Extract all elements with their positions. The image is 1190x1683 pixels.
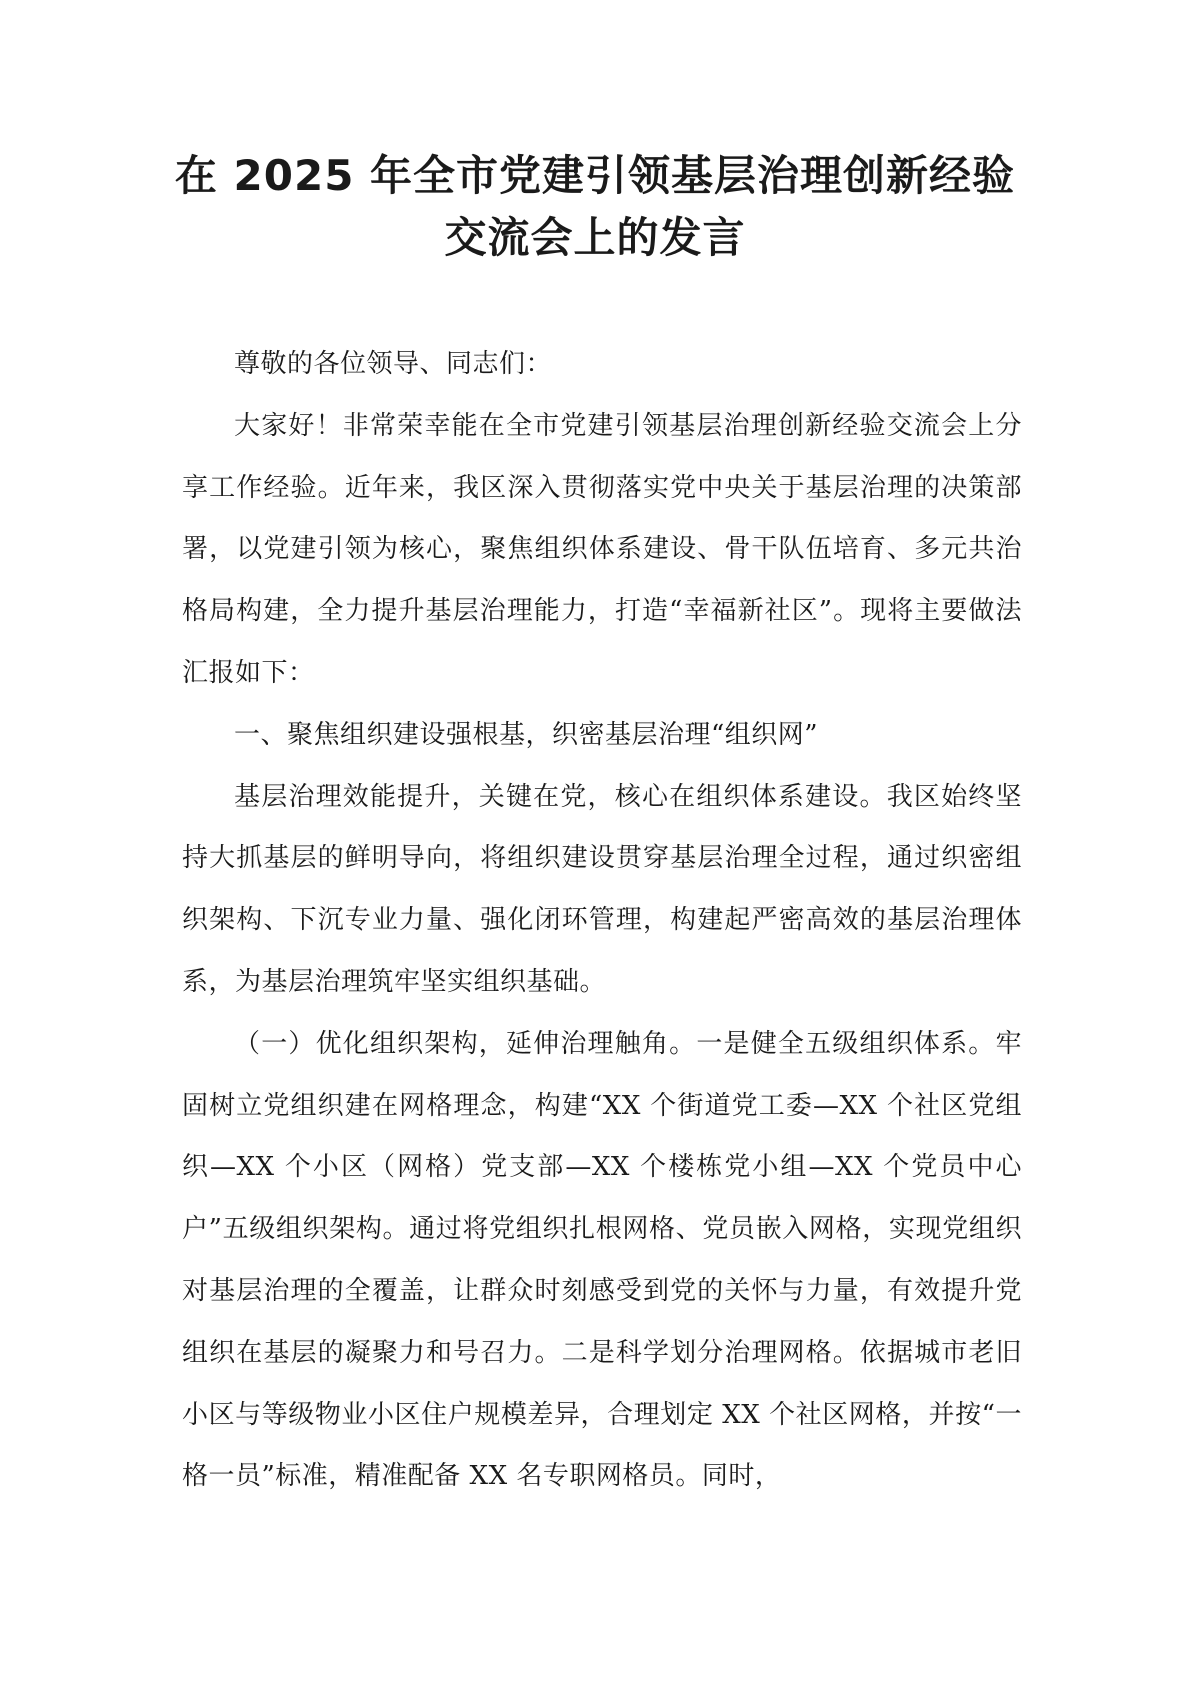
paragraph-section-intro: 基层治理效能提升，关键在党，核心在组织体系建设。我区始终坚持大抓基层的鲜明导向，将组织建设贯穿基层治理全过程，通过织密组织架构、下沉专业力量、强化闭环管理，构建起严密高效的基层治理体系，为基层治理筑牢坚实组织基础。 bbox=[182, 781, 1022, 997]
document-body bbox=[182, 334, 1022, 1508]
document-title-line-2: 交流会上的发言 bbox=[444, 213, 746, 262]
paragraph-subsection-1: （一）优化组织架构，延伸治理触角。一是健全五级组织体系。牢固树立党组织建在网格理念，构建“XX 个街道党工委—XX 个社区党组织—XX 个小区（网格）党支部—XX 个楼栋党小组—XX 个党员中心户”五级组织架构。通过将党组织扎根网格、党员嵌入网格，实现党组织对基层治理的全覆盖，让群众时刻感受到党的关怀与力量，有效提升党组织在基层的凝聚力和号召力。二是科学划分治理网格。依据城市老旧小区与等级物业小区住户规模差异，合理划定 XX 个社区网格，并按“一格一员”标准，精准配备 XX 名专职网格员。同时， bbox=[182, 1028, 1022, 1492]
document-title-line-1: 在 2025 年全市党建引领基层治理创新经验 bbox=[174, 151, 1016, 200]
salutation: 尊敬的各位领导、同志们： bbox=[234, 349, 553, 379]
paragraph-opening: 大家好！非常荣幸能在全市党建引领基层治理创新经验交流会上分享工作经验。近年来，我区深入贯彻落实党中央关于基层治理的决策部署，以党建引领为核心，聚焦组织体系建设、骨干队伍培育、多元共治格局构建，全力提升基层治理能力，打造“幸福新社区”。现将主要做法汇报如下： bbox=[182, 410, 1022, 688]
section-heading-1: 一、聚焦组织建设强根基，织密基层治理“组织网” bbox=[234, 719, 819, 750]
